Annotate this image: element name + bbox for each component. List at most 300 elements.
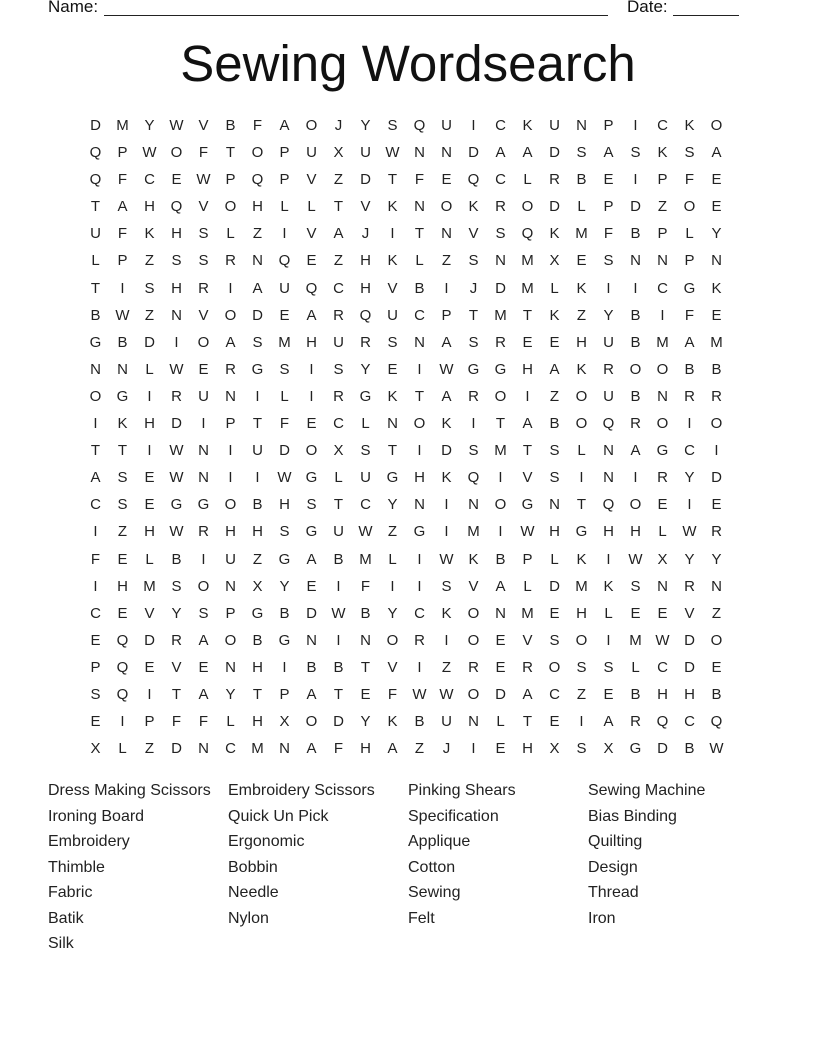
grid-letter[interactable]: N — [198, 442, 209, 460]
grid-letter[interactable]: S — [252, 333, 263, 351]
grid-letter[interactable]: E — [171, 171, 182, 189]
grid-letter[interactable]: I — [282, 658, 287, 676]
grid-letter[interactable]: C — [684, 442, 695, 460]
grid-letter[interactable]: B — [711, 685, 722, 703]
grid-letter[interactable]: F — [360, 577, 371, 595]
grid-letter[interactable]: O — [440, 198, 453, 216]
grid-letter[interactable]: B — [279, 604, 290, 622]
grid-letter[interactable]: S — [468, 333, 479, 351]
grid-letter[interactable]: W — [412, 685, 427, 703]
grid-letter[interactable]: Q — [89, 171, 102, 189]
grid-letter[interactable]: O — [629, 360, 642, 378]
grid-letter[interactable]: G — [359, 387, 372, 405]
grid-letter[interactable]: W — [169, 523, 184, 541]
grid-letter[interactable]: W — [520, 523, 535, 541]
grid-letter[interactable]: Y — [360, 713, 371, 731]
grid-letter[interactable]: W — [385, 144, 400, 162]
grid-letter[interactable]: I — [120, 279, 125, 297]
grid-letter[interactable]: K — [657, 144, 668, 162]
grid-letter[interactable]: I — [714, 442, 719, 460]
grid-letter[interactable]: K — [549, 225, 560, 243]
grid-letter[interactable]: I — [606, 631, 611, 649]
grid-letter[interactable]: P — [144, 713, 155, 731]
grid-letter[interactable]: T — [117, 442, 128, 460]
grid-letter[interactable]: G — [575, 523, 588, 541]
grid-letter[interactable]: Y — [684, 550, 695, 568]
grid-letter[interactable]: Q — [467, 171, 480, 189]
grid-letter[interactable]: T — [414, 387, 425, 405]
grid-letter[interactable]: I — [228, 279, 233, 297]
grid-letter[interactable]: D — [252, 306, 263, 324]
grid-letter[interactable]: D — [711, 469, 722, 487]
grid-letter[interactable]: D — [441, 442, 452, 460]
grid-letter[interactable]: C — [657, 279, 668, 297]
grid-letter[interactable]: R — [225, 360, 236, 378]
grid-letter[interactable]: Q — [305, 279, 318, 297]
grid-letter[interactable]: L — [658, 523, 667, 541]
grid-letter[interactable]: U — [360, 469, 371, 487]
grid-letter[interactable]: O — [710, 631, 723, 649]
grid-letter[interactable]: A — [441, 333, 452, 351]
grid-letter[interactable]: S — [387, 333, 398, 351]
grid-letter[interactable]: O — [683, 198, 696, 216]
grid-letter[interactable]: O — [197, 333, 210, 351]
grid-letter[interactable]: N — [495, 604, 506, 622]
grid-letter[interactable]: I — [633, 117, 638, 134]
grid-letter[interactable]: V — [144, 604, 155, 622]
grid-letter[interactable]: O — [575, 415, 588, 433]
grid-letter[interactable]: B — [171, 550, 182, 568]
grid-letter[interactable]: Z — [144, 306, 155, 324]
grid-letter[interactable]: L — [280, 387, 289, 405]
grid-letter[interactable]: U — [549, 117, 560, 134]
grid-letter[interactable]: V — [306, 171, 317, 189]
grid-letter[interactable]: H — [117, 577, 128, 595]
grid-letter[interactable]: E — [360, 685, 371, 703]
grid-letter[interactable]: W — [682, 523, 697, 541]
grid-letter[interactable]: Q — [602, 496, 615, 514]
grid-letter[interactable]: Z — [252, 550, 263, 568]
grid-letter[interactable]: F — [603, 225, 614, 243]
grid-letter[interactable]: D — [306, 604, 317, 622]
grid-letter[interactable]: D — [468, 144, 479, 162]
grid-letter[interactable]: D — [90, 117, 101, 134]
grid-letter[interactable]: M — [278, 333, 291, 351]
grid-letter[interactable]: C — [549, 685, 560, 703]
grid-letter[interactable]: K — [117, 415, 128, 433]
grid-letter[interactable]: Z — [387, 523, 398, 541]
grid-letter[interactable]: E — [495, 658, 506, 676]
grid-letter[interactable]: V — [171, 658, 182, 676]
grid-letter[interactable]: N — [414, 496, 425, 514]
grid-letter[interactable]: Q — [89, 144, 102, 162]
grid-letter[interactable]: A — [117, 198, 128, 216]
grid-letter[interactable]: I — [336, 577, 341, 595]
grid-letter[interactable]: P — [684, 252, 695, 270]
grid-letter[interactable]: M — [521, 252, 534, 270]
grid-letter[interactable]: H — [360, 252, 371, 270]
grid-letter[interactable]: L — [496, 713, 505, 731]
grid-letter[interactable]: T — [468, 306, 479, 324]
grid-letter[interactable]: M — [251, 740, 264, 758]
grid-letter[interactable]: G — [278, 631, 291, 649]
grid-letter[interactable]: C — [657, 658, 668, 676]
grid-letter[interactable]: O — [305, 117, 318, 134]
grid-letter[interactable]: O — [575, 631, 588, 649]
grid-letter[interactable]: I — [147, 442, 152, 460]
grid-letter[interactable]: I — [444, 523, 449, 541]
grid-letter[interactable]: H — [603, 523, 614, 541]
grid-letter[interactable]: I — [255, 469, 260, 487]
grid-letter[interactable]: I — [579, 469, 584, 487]
grid-letter[interactable]: F — [171, 713, 182, 731]
grid-letter[interactable]: A — [279, 117, 290, 134]
grid-letter[interactable]: D — [171, 740, 182, 758]
grid-letter[interactable]: O — [656, 415, 669, 433]
grid-letter[interactable]: S — [279, 523, 290, 541]
grid-letter[interactable]: R — [468, 387, 479, 405]
grid-letter[interactable]: N — [441, 225, 452, 243]
grid-letter[interactable]: A — [630, 442, 641, 460]
grid-letter[interactable]: U — [333, 333, 344, 351]
grid-letter[interactable]: P — [225, 415, 236, 433]
grid-letter[interactable]: O — [548, 658, 561, 676]
grid-letter[interactable]: Z — [144, 740, 155, 758]
grid-letter[interactable]: S — [603, 658, 614, 676]
grid-letter[interactable]: L — [145, 360, 154, 378]
grid-letter[interactable]: G — [494, 360, 507, 378]
grid-letter[interactable]: R — [495, 198, 506, 216]
grid-letter[interactable]: P — [603, 198, 614, 216]
grid-letter[interactable]: Z — [441, 252, 452, 270]
grid-letter[interactable]: H — [225, 523, 236, 541]
grid-letter[interactable]: P — [441, 306, 452, 324]
grid-letter[interactable]: N — [603, 442, 614, 460]
grid-letter[interactable]: R — [495, 333, 506, 351]
grid-letter[interactable]: E — [711, 658, 722, 676]
grid-letter[interactable]: N — [171, 306, 182, 324]
grid-letter[interactable]: W — [115, 306, 130, 324]
grid-letter[interactable]: L — [523, 171, 532, 189]
grid-letter[interactable]: Y — [225, 685, 236, 703]
grid-letter[interactable]: V — [306, 225, 317, 243]
grid-letter[interactable]: W — [358, 523, 373, 541]
grid-letter[interactable]: I — [228, 442, 233, 460]
grid-letter[interactable]: E — [306, 415, 317, 433]
grid-letter[interactable]: I — [444, 279, 449, 297]
grid-letter[interactable]: F — [198, 144, 209, 162]
grid-letter[interactable]: V — [468, 577, 479, 595]
grid-letter[interactable]: Q — [521, 225, 534, 243]
grid-letter[interactable]: B — [684, 360, 695, 378]
grid-letter[interactable]: R — [522, 658, 533, 676]
grid-letter[interactable]: D — [144, 631, 155, 649]
grid-letter[interactable]: E — [522, 333, 533, 351]
grid-letter[interactable]: Z — [549, 387, 560, 405]
grid-letter[interactable]: R — [657, 469, 668, 487]
grid-letter[interactable]: X — [333, 442, 344, 460]
grid-letter[interactable]: B — [414, 279, 425, 297]
grid-letter[interactable]: U — [441, 713, 452, 731]
grid-letter[interactable]: K — [576, 550, 587, 568]
grid-letter[interactable]: I — [417, 442, 422, 460]
grid-letter[interactable]: Q — [467, 469, 480, 487]
grid-letter[interactable]: K — [387, 252, 398, 270]
grid-letter[interactable]: E — [549, 333, 560, 351]
grid-letter[interactable]: W — [169, 117, 184, 134]
grid-letter[interactable]: A — [522, 415, 533, 433]
grid-letter[interactable]: J — [442, 740, 451, 758]
grid-letter[interactable]: C — [225, 740, 236, 758]
grid-letter[interactable]: N — [306, 631, 317, 649]
grid-letter[interactable]: B — [711, 360, 722, 378]
grid-letter[interactable]: L — [307, 198, 316, 216]
grid-letter[interactable]: O — [224, 631, 237, 649]
grid-letter[interactable]: H — [657, 685, 668, 703]
grid-letter[interactable]: P — [657, 171, 668, 189]
grid-letter[interactable]: G — [251, 360, 264, 378]
grid-letter[interactable]: Z — [333, 171, 344, 189]
grid-letter[interactable]: S — [333, 360, 344, 378]
grid-letter[interactable]: A — [603, 144, 614, 162]
grid-letter[interactable]: U — [603, 387, 614, 405]
grid-letter[interactable]: Y — [603, 306, 614, 324]
grid-letter[interactable]: F — [252, 117, 263, 134]
grid-letter[interactable]: B — [225, 117, 236, 134]
grid-letter[interactable]: N — [468, 496, 479, 514]
grid-letter[interactable]: A — [306, 685, 317, 703]
grid-letter[interactable]: X — [549, 252, 560, 270]
grid-letter[interactable]: Z — [576, 685, 587, 703]
grid-letter[interactable]: G — [656, 442, 669, 460]
grid-letter[interactable]: S — [549, 469, 560, 487]
grid-letter[interactable]: Q — [116, 658, 129, 676]
grid-letter[interactable]: S — [117, 469, 128, 487]
grid-letter[interactable]: O — [251, 144, 264, 162]
grid-letter[interactable]: L — [91, 252, 100, 270]
grid-letter[interactable]: N — [576, 117, 587, 134]
grid-letter[interactable]: I — [498, 523, 503, 541]
grid-letter[interactable]: M — [629, 631, 642, 649]
grid-letter[interactable]: I — [201, 550, 206, 568]
grid-letter[interactable]: X — [90, 740, 101, 758]
grid-letter[interactable]: K — [711, 279, 722, 297]
grid-letter[interactable]: D — [171, 415, 182, 433]
grid-letter[interactable]: E — [306, 252, 317, 270]
grid-letter[interactable]: X — [252, 577, 263, 595]
grid-letter[interactable]: E — [90, 713, 101, 731]
grid-letter[interactable]: P — [279, 685, 290, 703]
grid-letter[interactable]: I — [444, 631, 449, 649]
grid-letter[interactable]: G — [116, 387, 129, 405]
grid-letter[interactable]: M — [467, 523, 480, 541]
grid-letter[interactable]: Z — [657, 198, 668, 216]
grid-letter[interactable]: G — [305, 523, 318, 541]
grid-letter[interactable]: H — [252, 523, 263, 541]
grid-letter[interactable]: S — [198, 225, 209, 243]
grid-letter[interactable]: O — [224, 198, 237, 216]
grid-letter[interactable]: D — [549, 577, 560, 595]
grid-letter[interactable]: P — [522, 550, 533, 568]
grid-letter[interactable]: U — [603, 333, 614, 351]
grid-letter[interactable]: G — [278, 550, 291, 568]
grid-letter[interactable]: Y — [279, 577, 290, 595]
grid-letter[interactable]: I — [309, 360, 314, 378]
grid-letter[interactable]: B — [360, 604, 371, 622]
grid-letter[interactable]: U — [225, 550, 236, 568]
grid-letter[interactable]: E — [603, 685, 614, 703]
grid-letter[interactable]: S — [360, 442, 371, 460]
grid-letter[interactable]: H — [360, 740, 371, 758]
grid-letter[interactable]: G — [683, 279, 696, 297]
grid-letter[interactable]: I — [228, 469, 233, 487]
grid-letter[interactable]: L — [550, 550, 559, 568]
grid-letter[interactable]: R — [198, 523, 209, 541]
grid-letter[interactable]: I — [471, 415, 476, 433]
grid-letter[interactable]: N — [657, 252, 668, 270]
grid-letter[interactable]: M — [521, 604, 534, 622]
grid-letter[interactable]: H — [252, 198, 263, 216]
grid-letter[interactable]: L — [577, 198, 586, 216]
grid-letter[interactable]: G — [251, 604, 264, 622]
grid-letter[interactable]: W — [331, 604, 346, 622]
grid-letter[interactable]: P — [225, 171, 236, 189]
grid-letter[interactable]: K — [441, 604, 452, 622]
name-field-line[interactable] — [104, 15, 608, 16]
grid-letter[interactable]: I — [147, 387, 152, 405]
grid-letter[interactable]: N — [387, 415, 398, 433]
grid-letter[interactable]: K — [441, 469, 452, 487]
grid-letter[interactable]: S — [549, 442, 560, 460]
grid-letter[interactable]: B — [630, 306, 641, 324]
grid-letter[interactable]: I — [525, 387, 530, 405]
grid-letter[interactable]: U — [90, 225, 101, 243]
grid-letter[interactable]: S — [198, 252, 209, 270]
grid-letter[interactable]: K — [144, 225, 155, 243]
grid-letter[interactable]: N — [657, 577, 668, 595]
grid-letter[interactable]: S — [549, 631, 560, 649]
grid-letter[interactable]: A — [306, 306, 317, 324]
grid-letter[interactable]: K — [603, 577, 614, 595]
grid-letter[interactable]: E — [198, 360, 209, 378]
grid-letter[interactable]: T — [171, 685, 182, 703]
grid-letter[interactable]: Q — [251, 171, 264, 189]
grid-letter[interactable]: D — [630, 198, 641, 216]
grid-letter[interactable]: O — [170, 144, 183, 162]
grid-letter[interactable]: O — [467, 604, 480, 622]
grid-letter[interactable]: J — [334, 117, 343, 134]
grid-letter[interactable]: C — [414, 604, 425, 622]
grid-letter[interactable]: B — [414, 713, 425, 731]
grid-letter[interactable]: G — [197, 496, 210, 514]
grid-letter[interactable]: L — [226, 713, 235, 731]
grid-letter[interactable]: H — [576, 604, 587, 622]
grid-letter[interactable]: V — [387, 658, 398, 676]
grid-letter[interactable]: W — [439, 550, 454, 568]
grid-letter[interactable]: T — [90, 279, 101, 297]
grid-letter[interactable]: B — [252, 496, 263, 514]
grid-letter[interactable]: I — [390, 577, 395, 595]
grid-letter[interactable]: N — [441, 144, 452, 162]
grid-letter[interactable]: U — [198, 387, 209, 405]
grid-letter[interactable]: D — [684, 631, 695, 649]
grid-letter[interactable]: O — [494, 387, 507, 405]
grid-letter[interactable]: B — [333, 658, 344, 676]
grid-letter[interactable]: Q — [116, 685, 129, 703]
grid-letter[interactable]: G — [629, 740, 642, 758]
grid-letter[interactable]: T — [90, 198, 101, 216]
grid-letter[interactable]: W — [169, 360, 184, 378]
grid-letter[interactable]: F — [90, 550, 101, 568]
grid-letter[interactable]: I — [336, 631, 341, 649]
grid-letter[interactable]: A — [495, 577, 506, 595]
grid-letter[interactable]: Q — [602, 415, 615, 433]
grid-letter[interactable]: I — [498, 469, 503, 487]
grid-letter[interactable]: N — [711, 252, 722, 270]
grid-letter[interactable]: N — [414, 198, 425, 216]
grid-letter[interactable]: I — [606, 279, 611, 297]
grid-letter[interactable]: S — [171, 252, 182, 270]
grid-letter[interactable]: O — [224, 306, 237, 324]
grid-letter[interactable]: D — [279, 442, 290, 460]
grid-letter[interactable]: V — [684, 604, 695, 622]
grid-letter[interactable]: Y — [711, 550, 722, 568]
grid-letter[interactable]: K — [468, 198, 479, 216]
grid-letter[interactable]: T — [333, 496, 344, 514]
grid-letter[interactable]: U — [279, 279, 290, 297]
grid-letter[interactable]: I — [579, 713, 584, 731]
grid-letter[interactable]: S — [117, 496, 128, 514]
grid-letter[interactable]: E — [549, 604, 560, 622]
grid-letter[interactable]: H — [252, 713, 263, 731]
grid-letter[interactable]: Q — [116, 631, 129, 649]
grid-letter[interactable]: S — [576, 740, 587, 758]
grid-letter[interactable]: K — [387, 387, 398, 405]
grid-letter[interactable]: C — [657, 117, 668, 134]
grid-letter[interactable]: P — [657, 225, 668, 243]
grid-letter[interactable]: K — [468, 550, 479, 568]
grid-letter[interactable]: R — [711, 387, 722, 405]
grid-letter[interactable]: S — [171, 577, 182, 595]
grid-letter[interactable]: V — [387, 279, 398, 297]
grid-letter[interactable]: E — [198, 658, 209, 676]
grid-letter[interactable]: H — [306, 333, 317, 351]
grid-letter[interactable]: O — [521, 198, 534, 216]
grid-letter[interactable]: O — [467, 631, 480, 649]
grid-letter[interactable]: N — [117, 360, 128, 378]
grid-letter[interactable]: N — [495, 252, 506, 270]
grid-letter[interactable]: I — [417, 658, 422, 676]
grid-letter[interactable]: A — [252, 279, 263, 297]
grid-letter[interactable]: I — [255, 387, 260, 405]
grid-letter[interactable]: B — [252, 631, 263, 649]
grid-letter[interactable]: R — [171, 631, 182, 649]
grid-letter[interactable]: O — [386, 631, 399, 649]
grid-letter[interactable]: T — [576, 496, 587, 514]
grid-letter[interactable]: D — [495, 279, 506, 297]
grid-letter[interactable]: W — [628, 550, 643, 568]
grid-letter[interactable]: R — [333, 387, 344, 405]
grid-letter[interactable]: G — [413, 523, 426, 541]
grid-letter[interactable]: P — [117, 144, 128, 162]
grid-letter[interactable]: C — [684, 713, 695, 731]
grid-letter[interactable]: O — [494, 496, 507, 514]
grid-letter[interactable]: S — [279, 360, 290, 378]
grid-letter[interactable]: E — [711, 171, 722, 189]
grid-letter[interactable]: W — [439, 360, 454, 378]
grid-letter[interactable]: H — [279, 496, 290, 514]
grid-letter[interactable]: F — [279, 415, 290, 433]
